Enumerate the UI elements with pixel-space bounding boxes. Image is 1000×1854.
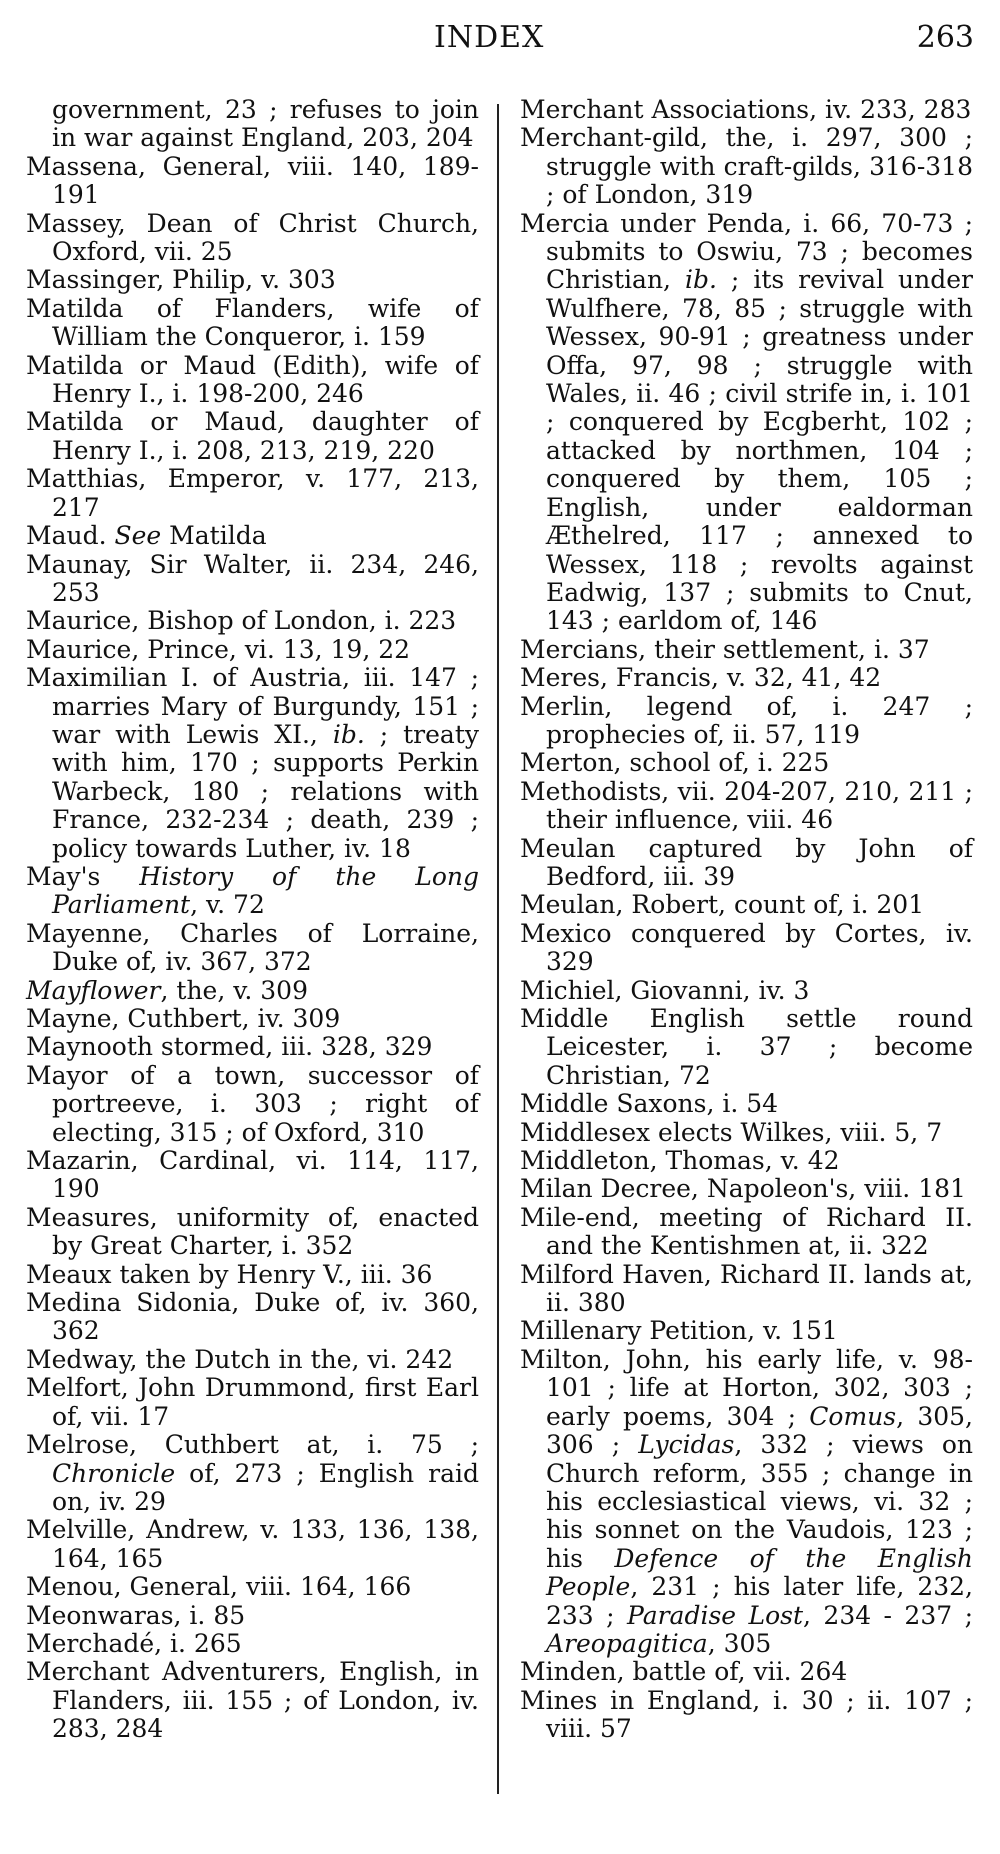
page-title: INDEX — [434, 20, 545, 55]
entry-text: May's — [26, 861, 140, 891]
index-entry — [26, 266, 479, 294]
index-entry — [26, 977, 479, 1005]
entry-text: , 332 ; views on Church reform, 355 ; change in his ecclesiastical views, vi. 32 ; his sonnet on the Vaudois, 123 ; his — [546, 1430, 973, 1573]
index-entry — [26, 920, 479, 977]
entry-text: Matilda or Maud (Edith), wife of Henry I., i. 198-200, 246 — [26, 350, 479, 409]
entry-italic-text: Lycidas — [638, 1430, 735, 1460]
page-header — [0, 20, 1000, 60]
index-entry — [520, 891, 973, 919]
entry-text: Mercia under Penda, i. 66, 70-73 ; submits to Oswiu, 73 ; becomes Christian, — [520, 208, 973, 295]
entry-text: Melrose, Cuthbert at, i. 75 ; — [26, 1430, 479, 1460]
column-divider — [497, 104, 499, 1794]
index-entry — [26, 153, 479, 210]
entry-text: Methodists, vii. 204-207, 210, 211 ; their influence, viii. 46 — [520, 776, 973, 835]
entry-text: Merchant Adventurers, English, in Flanders, iii. 155 ; of London, iv. 283, 284 — [26, 1657, 479, 1744]
page-number: 263 — [916, 20, 974, 55]
entry-text: Massena, General, viii. 140, 189-191 — [26, 151, 479, 210]
index-entry — [26, 863, 479, 920]
index-entry — [520, 1687, 973, 1744]
index-entry — [520, 977, 973, 1005]
entry-text: Matthias, Emperor, v. 177, 213, 217 — [26, 464, 479, 522]
index-entry — [520, 749, 973, 777]
entry-text: Maud. — [26, 521, 115, 551]
entry-text: Middle English settle round Leicester, i. 37 ; become Christian, 72 — [520, 1004, 973, 1090]
index-entry — [520, 920, 973, 977]
entry-text: Meonwaras, i. 85 — [26, 1600, 246, 1630]
index-entry — [26, 1261, 479, 1289]
entry-text: Mercians, their settlement, i. 37 — [520, 634, 930, 664]
index-entry — [26, 408, 479, 465]
index-entry — [26, 352, 479, 409]
entry-text: Melfort, John Drummond, first Earl of, vii. 17 — [26, 1373, 479, 1431]
entry-text: Merchant Associations, iv. 233, 283 — [520, 95, 972, 124]
index-entry — [520, 124, 973, 209]
index-entry — [520, 1119, 973, 1147]
entry-italic-text: Areopagitica — [546, 1628, 708, 1658]
entry-text: Melville, Andrew, v. 133, 136, 138, 164, 165 — [26, 1515, 479, 1573]
entry-text: Milton, John, his early life, v. 98-101 ; life at Horton, 302, 303 ; early poems, 304 ; — [520, 1344, 973, 1431]
entry-text: Maurice, Prince, vi. 13, 19, 22 — [26, 634, 411, 664]
entry-text: Meulan, Robert, count of, i. 201 — [520, 890, 925, 920]
entry-italic-text: Mayflower — [26, 975, 161, 1005]
entry-text: Menou, General, viii. 164, 166 — [26, 1572, 412, 1602]
entry-text: Meulan captured by John of Bedford, iii. 39 — [520, 833, 973, 891]
entry-text: Millenary Petition, v. 151 — [520, 1316, 838, 1346]
entry-text: Massinger, Philip, v. 303 — [26, 265, 336, 295]
index-entry — [26, 1062, 479, 1147]
index-entry — [520, 1204, 973, 1261]
entry-text: ; treaty with him, 170 ; supports Perkin Warbeck, 180 ; relations with France, 232-234 ; death, 239 ; policy towards Luther, iv. 18 — [52, 719, 479, 863]
entry-text: Middlesex elects Wilkes, viii. 5, 7 — [520, 1117, 943, 1147]
entry-text: Milan Decree, Napoleon's, viii. 181 — [520, 1174, 966, 1204]
index-entry — [520, 1261, 973, 1318]
index-entry — [520, 96, 973, 124]
index-entry — [520, 210, 973, 636]
index-entry — [26, 1005, 479, 1033]
entry-text: Merchant-gild, the, i. 297, 300 ; struggle with craft-gilds, 316-318 ; of London, 319 — [520, 123, 973, 210]
entry-text: Massey, Dean of Christ Church, Oxford, vii. 25 — [26, 208, 479, 267]
entry-text: , the, v. 309 — [160, 975, 308, 1005]
index-entry — [26, 210, 479, 267]
index-entry — [520, 636, 973, 664]
entry-text: Meres, Francis, v. 32, 41, 42 — [520, 663, 882, 693]
index-entry — [26, 1516, 479, 1573]
index-entry — [26, 295, 479, 352]
entry-text: Minden, battle of, vii. 264 — [520, 1657, 848, 1687]
entry-text: Mayenne, Charles of Lorraine, Duke of, iv. 367, 372 — [26, 918, 479, 977]
index-entry — [26, 1431, 479, 1516]
index-entry — [26, 1346, 479, 1374]
index-entry — [520, 1147, 973, 1175]
index-entry — [520, 1658, 973, 1686]
entry-italic-text: Comus — [809, 1401, 897, 1431]
entry-text: Maynooth stormed, iii. 328, 329 — [26, 1032, 433, 1062]
entry-italic-text: See — [114, 521, 162, 551]
entry-text: Middle Saxons, i. 54 — [520, 1089, 779, 1119]
entry-text: Mines in England, i. 30 ; ii. 107 ; viii. 57 — [520, 1685, 973, 1744]
index-column-right — [520, 96, 973, 1744]
entry-text: Mile-end, meeting of Richard II. and the Kentishmen at, ii. 322 — [520, 1202, 973, 1261]
entry-text: , 305 — [707, 1628, 772, 1658]
entry-italic-text: Chronicle — [52, 1458, 176, 1488]
entry-text: Mayor of a town, successor of portreeve, i. 303 ; right of electing, 315 ; of Oxford, 310 — [26, 1060, 479, 1147]
entry-text: Michiel, Giovanni, iv. 3 — [520, 975, 810, 1005]
index-entry — [26, 607, 479, 635]
entry-text: Merton, school of, i. 225 — [520, 748, 830, 778]
entry-text: Matilda of Flanders, wife of William the Conqueror, i. 159 — [26, 293, 479, 352]
entry-text: Measures, uniformity of, enacted by Great Charter, i. 352 — [26, 1202, 479, 1261]
entry-text: , 231 ; his later life, 232, 233 ; — [546, 1572, 973, 1630]
index-entry — [26, 636, 479, 664]
index-entry — [26, 96, 479, 153]
entry-text: Matilda — [161, 521, 267, 551]
entry-text: Mexico conquered by Cortes, iv. 329 — [520, 918, 973, 977]
index-entry — [26, 1630, 479, 1658]
index-entry — [26, 1658, 479, 1743]
index-entry — [520, 1005, 973, 1090]
index-entry — [26, 551, 479, 608]
entry-text: Matilda or Maud, daughter of Henry I., i. 208, 213, 219, 220 — [26, 407, 479, 465]
index-entry — [520, 1346, 973, 1658]
entry-text: Mazarin, Cardinal, vi. 114, 117, 190 — [26, 1146, 479, 1204]
index-entry — [26, 1033, 479, 1061]
index-entry — [26, 465, 479, 522]
index-entry — [520, 1317, 973, 1345]
entry-text: Meaux taken by Henry V., iii. 36 — [26, 1259, 433, 1289]
entry-text: of, 273 ; English raid on, iv. 29 — [52, 1458, 479, 1516]
entry-text: Medway, the Dutch in the, vi. 242 — [26, 1344, 454, 1374]
index-entry — [26, 1289, 479, 1346]
index-entry — [26, 664, 479, 863]
entry-text: Mayne, Cuthbert, iv. 309 — [26, 1004, 341, 1033]
index-entry — [520, 1090, 973, 1118]
index-entry — [26, 1204, 479, 1261]
entry-italic-text: ib. — [684, 265, 717, 295]
entry-italic-text: Paradise Lost — [627, 1600, 804, 1630]
entry-italic-text: History of the Long Parliament — [52, 861, 479, 920]
entry-text: , v. 72 — [190, 890, 265, 920]
entry-text: Maximilian I. of Austria, iii. 147 ; marries Mary of Burgundy, 151 ; war with Lewis XI., — [26, 663, 479, 749]
index-entry — [520, 1175, 973, 1203]
entry-text: Merlin, legend of, i. 247 ; prophecies of, ii. 57, 119 — [520, 691, 973, 749]
entry-italic-text: Defence of the English People — [546, 1543, 973, 1602]
entry-italic-text: ib. — [332, 719, 365, 749]
index-entry — [26, 522, 479, 550]
entry-text: , 305, 306 ; — [546, 1401, 973, 1460]
index-entry — [520, 778, 973, 835]
entry-text: , 234 - 237 ; — [803, 1600, 973, 1630]
entry-text: Medina Sidonia, Duke of, iv. 360, 362 — [26, 1288, 479, 1346]
entry-text: Maunay, Sir Walter, ii. 234, 246, 253 — [26, 549, 479, 607]
index-entry — [520, 693, 973, 750]
index-entry — [520, 835, 973, 892]
entry-text: Middleton, Thomas, v. 42 — [520, 1146, 840, 1176]
index-entry — [26, 1374, 479, 1431]
index-entry — [26, 1602, 479, 1630]
entry-text: Milford Haven, Richard II. lands at, ii. 380 — [520, 1259, 973, 1318]
index-entry — [26, 1573, 479, 1601]
index-column-left — [26, 96, 479, 1744]
entry-text: ; its revival under Wulfhere, 78, 85 ; struggle with Wessex, 90-91 ; greatness under Offa, 97, 98 ; struggle with Wales, ii. 46 ; civil strife in, i. 101 ; conquered by Ecgberht, 102 ; attacked by northmen, 104 ; conquered by them, 105 ; English, under ealdorman Æthelred, 117 ; annexed to Wessex, 118 ; revolts against Eadwig, 137 ; submits to Cnut, 143 ; earldom of, 146 — [546, 265, 973, 636]
entry-text: government, 23 ; refuses to join in war against England, 203, 204 — [52, 95, 479, 153]
entry-text: Merchadé, i. 265 — [26, 1628, 242, 1658]
index-entry — [26, 1147, 479, 1204]
index-entry — [520, 664, 973, 692]
entry-text: Maurice, Bishop of London, i. 223 — [26, 606, 457, 636]
